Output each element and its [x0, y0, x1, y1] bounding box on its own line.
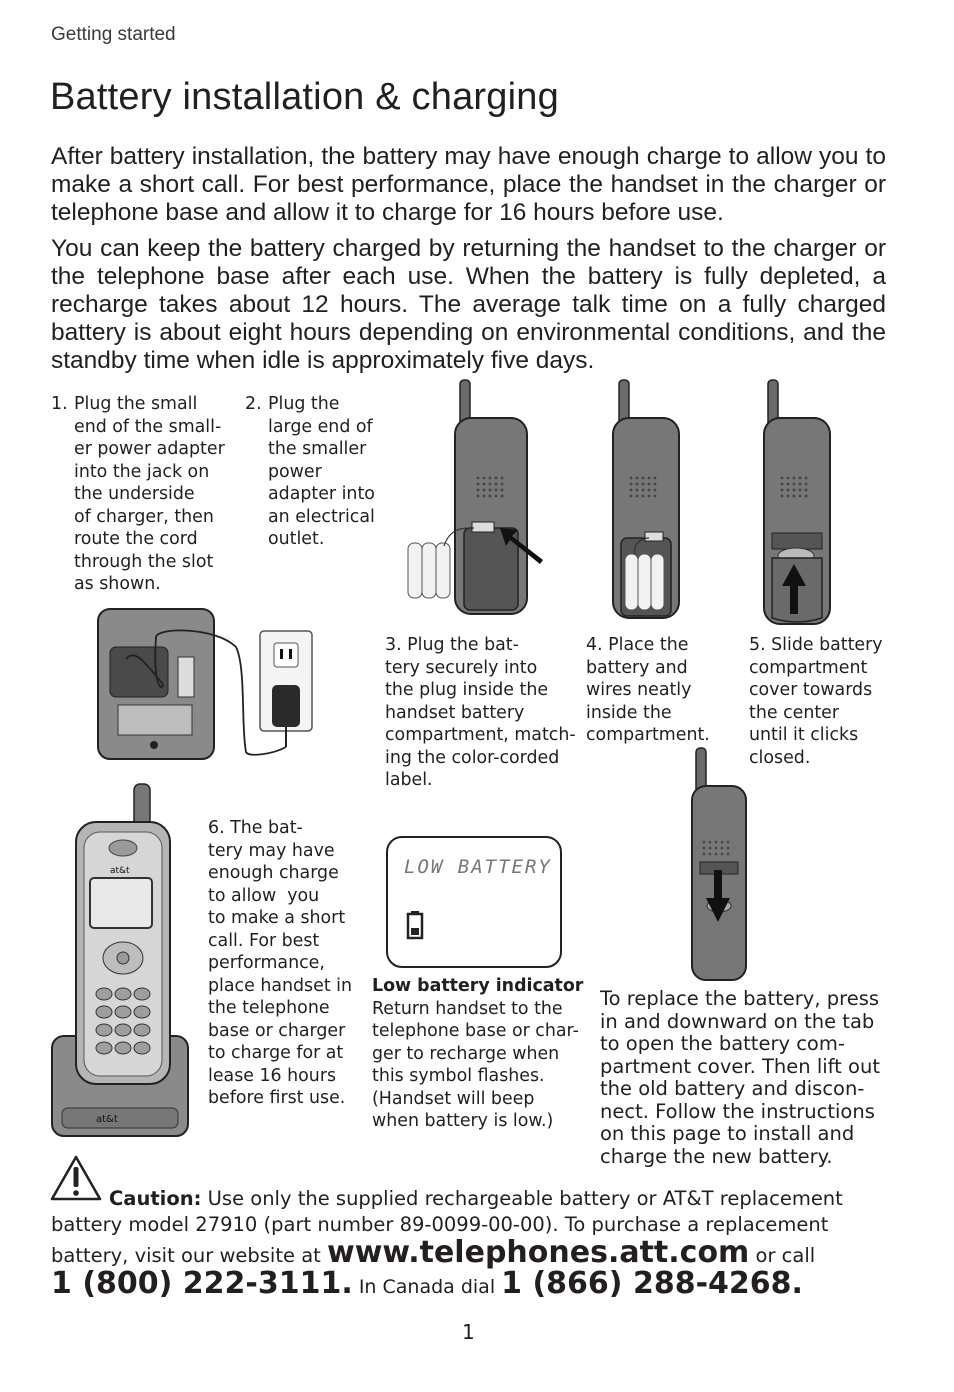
screen-message: LOW BATTERY: [404, 856, 552, 878]
text-line: ger to recharge when: [372, 1043, 560, 1064]
phone-number-canada[interactable]: 1 (866) 288-4268.: [501, 1266, 803, 1301]
text-line: before first use.: [208, 1088, 346, 1108]
step-3: [385, 634, 580, 792]
text-line: handset battery: [385, 702, 525, 723]
charger-brand-label: at&t: [96, 1114, 118, 1125]
low-battery-text: [372, 998, 587, 1133]
text-line: through the slot: [74, 551, 214, 572]
text-line: large end of: [268, 416, 373, 437]
text-line: lease 16 hours: [208, 1065, 337, 1086]
caution-line-2: battery model 27910 (part number 89-0099-00-00). To purchase a replacement: [51, 1213, 829, 1236]
text-line: Plug the: [268, 394, 340, 414]
text-line: the center: [749, 702, 840, 723]
text-line: 6. The bat-: [208, 818, 303, 838]
step-1: [51, 393, 236, 596]
caution-label: Caution:: [109, 1187, 202, 1210]
text-line: telephone base or char-: [372, 1021, 579, 1041]
step-6: [208, 817, 368, 1110]
text-line: nect. Follow the instructions: [600, 1099, 875, 1123]
step-text: [749, 634, 919, 769]
charger-adapter-figure: [96, 607, 326, 765]
low-battery-screen: [386, 836, 562, 968]
text-line: 4. Place the: [586, 635, 689, 655]
text-line: compartment.: [586, 725, 710, 745]
text-line: er power adapter: [74, 439, 225, 459]
text-line: compartment: [749, 657, 868, 678]
text-line: this symbol flashes.: [372, 1066, 545, 1086]
step-number: 1.: [51, 394, 68, 414]
text-line: inside the: [586, 702, 672, 723]
text-line: call. For best: [208, 930, 320, 951]
step-text: [586, 634, 736, 747]
step-text: [74, 393, 225, 596]
text-line: the smaller: [268, 439, 367, 459]
text-line: 5. Slide battery: [749, 635, 883, 655]
text-line: (Handset will beep: [372, 1088, 535, 1109]
caution-line-1: Use only the supplied rechargeable battery or AT&T replacement: [201, 1187, 843, 1210]
text-line: in and downward on the tab: [600, 1009, 875, 1033]
step-text: [268, 393, 375, 551]
text-line: place handset in: [208, 975, 353, 996]
handset-brand-label: at&t: [110, 866, 130, 876]
text-line: compartment, match-: [385, 725, 576, 745]
replace-instructions: [600, 988, 920, 1168]
canada-label: In Canada dial: [352, 1276, 502, 1298]
caution-line-3: battery, visit our website at: [51, 1244, 327, 1267]
step-2: [245, 393, 385, 551]
website-link[interactable]: www.telephones.att.com: [327, 1235, 750, 1270]
text-line: the telephone: [208, 998, 330, 1018]
page-title: Battery installation & charging: [50, 76, 559, 118]
phone-number-us[interactable]: 1 (800) 222-3111.: [51, 1266, 353, 1301]
text-line: To replace the battery, press: [600, 987, 880, 1010]
text-line: wires neatly: [586, 680, 692, 700]
text-line: end of the small-: [74, 416, 222, 437]
text-line: ing the color-corded: [385, 747, 560, 768]
text-line: to allow you: [208, 885, 320, 906]
text-line: to make a short: [208, 908, 346, 928]
text-line: to charge for at: [208, 1043, 344, 1063]
handset-in-charger-figure: [48, 782, 193, 1140]
caution-notice: [51, 1186, 911, 1300]
text-line: Plug the small: [74, 394, 198, 414]
text-line: performance,: [208, 953, 325, 973]
low-battery-caption: [372, 975, 587, 1133]
step-text: [208, 817, 368, 1110]
replace-text: [600, 988, 920, 1168]
handset-cover-slide-figure: [758, 378, 838, 628]
handset-battery-plug-figure: [400, 378, 550, 618]
text-line: tery may have: [208, 840, 335, 861]
low-battery-title: Low battery indicator: [372, 976, 584, 996]
section-label: Getting started: [51, 24, 176, 45]
text-line: outlet.: [268, 529, 325, 549]
text-line: tery securely into: [385, 657, 538, 678]
text-line: route the cord: [74, 529, 198, 549]
text-line: power: [268, 461, 322, 482]
text-line: enough charge: [208, 863, 339, 883]
text-line: on this page to install and: [600, 1122, 855, 1145]
caution-or-call: or call: [749, 1244, 816, 1267]
text-line: Return handset to the: [372, 998, 563, 1019]
step-5: [749, 634, 919, 769]
text-line: the underside: [74, 484, 195, 504]
text-line: the old battery and discon-: [600, 1077, 865, 1100]
intro-paragraph-2: You can keep the battery charged by returning the handset to the charger or the telephone base after each use. When the battery is fully depleted, a recharge takes about 12 hours. The average talk time on a fully charged battery is about eight hours depending on environmental conditions, and the standby time when idle is approximately five days.: [51, 235, 886, 374]
text-line: the plug inside the: [385, 680, 549, 700]
text-line: of charger, then: [74, 506, 214, 527]
step-number: 2.: [245, 394, 262, 414]
text-line: an electrical: [268, 506, 375, 527]
text-line: into the jack on: [74, 461, 210, 482]
handset-cover-open-figure: [688, 746, 750, 984]
text-line: partment cover. Then lift out: [600, 1054, 880, 1078]
page-number: 1: [462, 1320, 475, 1344]
handset-battery-placed-figure: [605, 378, 685, 623]
intro-paragraph-1: After battery installation, the battery may have enough charge to allow you to make a short call. For best performance, place the handset in the charger or telephone base and allow it to charge for 16 hours before use.: [51, 143, 886, 226]
step-text: [385, 634, 580, 792]
text-line: closed.: [749, 747, 811, 768]
text-line: base or charger: [208, 1020, 346, 1041]
text-line: cover towards: [749, 680, 873, 700]
text-line: battery and: [586, 657, 688, 678]
text-line: when battery is low.): [372, 1111, 554, 1131]
text-line: adapter into: [268, 484, 375, 504]
text-line: as shown.: [74, 574, 161, 594]
text-line: until it clicks: [749, 725, 859, 745]
text-line: label.: [385, 770, 433, 790]
battery-icon: [406, 910, 424, 940]
text-line: charge the new battery.: [600, 1144, 833, 1168]
text-line: to open the battery com-: [600, 1032, 845, 1055]
text-line: 3. Plug the bat-: [385, 635, 519, 655]
step-4: [586, 634, 736, 747]
